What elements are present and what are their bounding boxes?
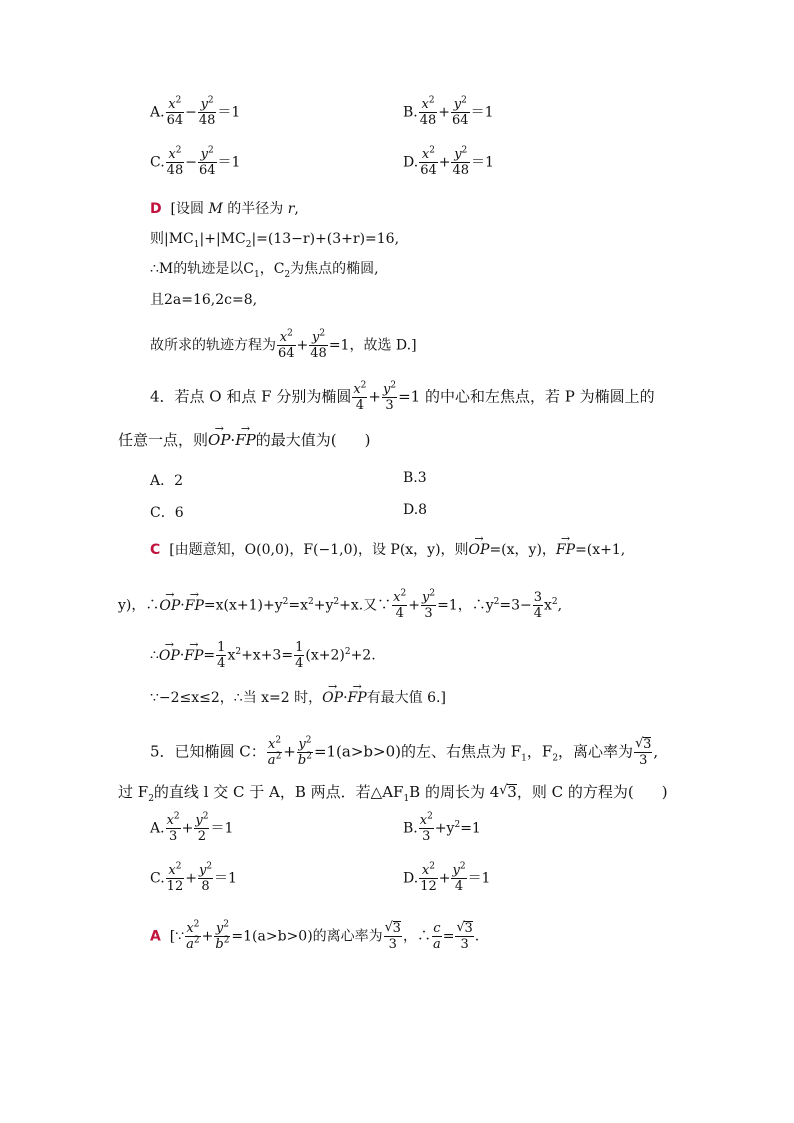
q3-option-d[interactable]: D. $\frac{x^2}{64}$ + $\frac{y^2}{48}$ ＝1 <box>403 145 494 178</box>
q4-option-a[interactable]: A．2 <box>150 473 184 489</box>
q5-option-b[interactable]: B. $\frac{x^2}{3}$ $+y^2=1$ <box>403 811 481 844</box>
q4-stem-line-2: 任意一点，则→ OP·→ FP的最大值为( ) <box>118 430 370 450</box>
q5-option-c[interactable]: C. $\frac{x^2}{12}$ + $\frac{y^2}{8}$ ＝1 <box>150 861 237 894</box>
q5-answer: A <box>150 928 161 945</box>
q3-solution-line-3: ∴M的轨迹是以$C_1$，$C_2$为焦点的椭圆, <box>150 261 379 280</box>
q5-option-a[interactable]: A. $\frac{x^2}{3}$ + $\frac{y^2}{2}$ ＝1 <box>150 811 234 844</box>
q5-stem-line-1: 5．已知椭圆 C： $\frac{x^2}{a^2}$ + $\frac{y^2}{b^2}$ =1(a>b>0)的左、右焦点为 $F_1$，$F_2$，离心率为 √ $\frac{3}{3}$ , <box>150 737 658 768</box>
q5-option-d[interactable]: D. $\frac{x^2}{12}$ + $\frac{y^2}{4}$ ＝1 <box>403 861 491 894</box>
q5-solution-line-1: A [∵ $\frac{x^2}{a^2}$ + $\frac{y^2}{b^2}$ =1(a>b>0)的离心率为 √ $\frac{3}{3}$ ，∴ $\frac{c}{a}$ = √ $\frac{3}{3}$ . <box>150 921 479 952</box>
q4-solution-line-4: ∵−2≤x≤2，∴当 x=2 时，→ OP·→ FP有最大值 6.] <box>150 688 446 708</box>
q3-solution-line-1: D [设圆 M 的半径为 r, <box>150 201 299 217</box>
q3-option-a[interactable]: A. $\frac{x^2}{64}$ − $\frac{y^2}{48}$ ＝1 <box>150 95 241 128</box>
q3-option-c[interactable]: C. $\frac{x^2}{48}$ − $\frac{y^2}{64}$ ＝1 <box>150 145 241 178</box>
q4-option-d[interactable]: D.8 <box>403 502 428 518</box>
q4-solution-line-2: y)，∴→ $OP\cdot\to FP=x(x+1)+y^2=x^2+y^2+x$.又∵ $\frac{x^2}{4}$ + $\frac{y^2}{3}$ =1，$\therefore y^2=3-$ $\frac{3}{4}$ $x^2$, <box>118 590 562 621</box>
q3-solution-line-2: 则$|MC_1|+|MC_2|=(13-r)+(3+r)=16$, <box>150 231 400 250</box>
q4-solution-line-1: C [由题意知，O(0,0)，F(−1,0)，设 P(x，y)，则→ OP=(x，y)，→ FP=(x+1, <box>150 540 625 560</box>
q4-option-c[interactable]: C．6 <box>150 505 184 521</box>
q3-option-b[interactable]: B. $\frac{x^2}{48}$ + $\frac{y^2}{64}$ ＝1 <box>403 95 494 128</box>
q4-option-b[interactable]: B.3 <box>403 470 427 486</box>
q4-solution-line-3: ∴→ OP·→ FP= $\frac{1}{4}$ $x^2+x+3=$ $\frac{1}{4}$ $(x+2)^2+2$. <box>150 640 376 671</box>
q4-stem-line-1: 4．若点 O 和点 F 分别为椭圆 $\frac{x^2}{4}$ + $\frac{y^2}{3}$ =1 的中心和左焦点，若 P 为椭圆上的 <box>150 380 655 413</box>
q3-solution-line-5: 故所求的轨迹方程为 $\frac{x^2}{64}$ + $\frac{y^2}{48}$ =1，故选 D.] <box>150 328 417 361</box>
q4-answer: C <box>150 542 161 558</box>
q3-solution-line-4: 且2a=16,2c=8, <box>150 292 258 308</box>
q3-answer: D <box>150 201 162 217</box>
q5-stem-line-2: 过 $F_2$的直线 l 交 C 于 A，B 两点．若$\triangle AF_1B$ 的周长为 4√ 3，则 C 的方程为( ) <box>118 782 668 802</box>
